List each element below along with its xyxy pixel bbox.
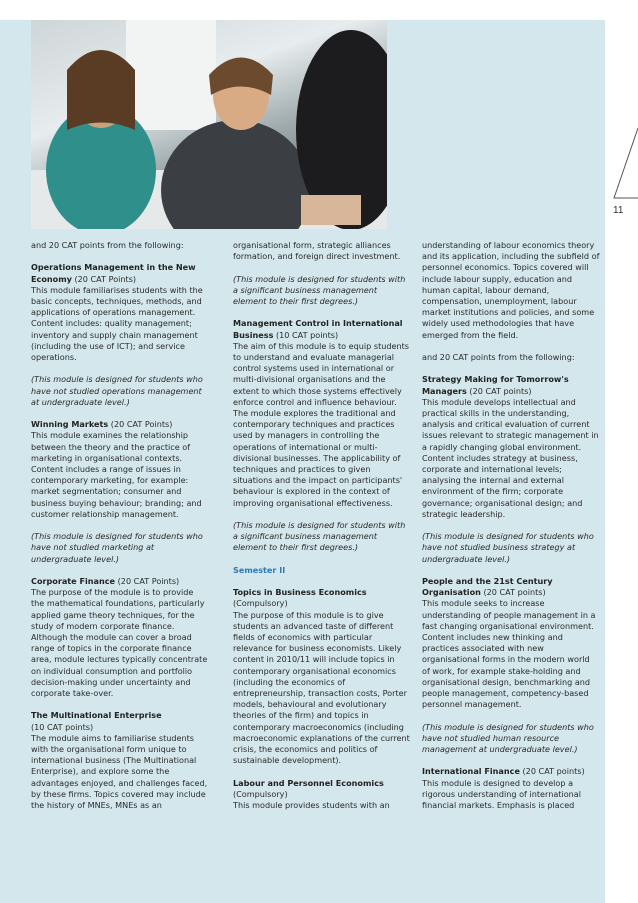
module-title: Corporate Finance [31,576,116,587]
module-description: The module aims to familiarise students with the organisational form unique to international business (The Multinational Enterprise), and explore some the advantages enjoyed, and challenges faced, by these firms. Topics covered may include the history of MNEs, MNEs as an [31,732,208,811]
module-title: Strategy Making for Tomorrow's Managers [422,374,569,396]
module-note: (This module is designed for students who have not studied marketing at undergraduate level.) [31,531,203,564]
module-description: This module is designed to develop a rigorous understanding of international financial markets. Emphasis is placed [422,777,581,811]
module-international-finance [422,766,600,811]
module-corporate-finance [31,576,209,699]
module-labour-personnel-economics [233,778,411,812]
page-number: 11 [613,205,624,216]
module-note: (This module is designed for students with a significant business management element to their first degrees.) [233,273,406,306]
module-topics-business-economics [233,587,411,766]
module-strategy-making [422,374,600,520]
module-winning-markets [31,419,209,520]
module-title: Management Control in International Business [233,318,403,340]
module-points: (10 CAT points) [31,721,94,732]
module-points: (Compulsory) [233,598,288,609]
module-description: This module provides students with an [233,800,390,811]
module-title: Operations Management in the New Economy [31,262,196,284]
module-description: The aim of this module is to equip students to understand and evaluate managerial control systems used in international or multi-divisional organisations and the extent to which those systems effectively enforce control and influence behaviour. The module explores the traditional and contemporary techniques and practices used by managers in controlling the operations of international or multi-divisional businesses. The applicability of techniques and practices to given situations and the impact on participants' behaviour is explored in the context of improving organisational effectiveness. [233,340,410,508]
module-points: (20 CAT points) [480,587,546,598]
module-description: The purpose of the module is to provide the mathematical foundations, particularly applied game theory techniques, for the study of modern corporate finance. Although the module can cover a broad range of topics in the corporate finance area, module lectures typically concentrate on individual consumption and portfolio decision-making under uncertainty and corporate take-over. [31,587,208,699]
module-operations-management [31,262,209,363]
module-title: The Multinational Enterprise [31,710,162,721]
module-title: People and the 21st Century Organisation [422,576,553,598]
module-points: (20 CAT points) [519,766,585,777]
module-points: (Compulsory) [233,788,288,799]
text-column-1 [31,240,209,822]
students-photo-illustration [31,20,387,229]
module-note: (This module is designed for students who have not studied human resource management at undergraduate level.) [422,721,594,755]
module-points: (10 CAT points) [273,329,339,340]
continued-text: understanding of labour economics theory and its application, including the subfield of personnel economics. Topics covered will include labour supply, education and human capital, labour demand, compensation, unemployment, labour market institutions and policies, and some widely used methodologies that have emerged from the field. [422,240,600,340]
intro-text: and 20 CAT points from the following: [31,240,184,250]
semester-heading: Semester II [233,564,286,575]
text-column-3 [422,240,600,822]
module-points: (20 CAT Points) [108,419,173,430]
module-management-control [233,318,411,508]
module-multinational-enterprise [31,710,209,811]
intro-text: and 20 CAT points from the following: [422,352,575,363]
module-points: (20 CAT points) [466,385,532,396]
module-description: This module develops intellectual and practical skills in the understanding, analysis and critical evaluation of current issues relevant to strategic management in a rapidly changing global environment. Content includes strategy at business, corporate and international levels; analysing the internal and external environment of the firm; corporate governance; organisational design; and strategic leadership. [422,396,599,519]
module-title: Winning Markets [31,419,109,430]
module-title: International Finance [422,766,520,777]
module-description: This module familiarises students with the basic concepts, techniques, methods, and applications of operations management. Content includes: quality management; inventory and supply chain management (including the use of ICT); and service operations. [31,284,203,363]
module-points: (20 CAT Points) [115,576,180,587]
module-note: (This module is designed for students who have not studied operations management at undergraduate level.) [31,374,203,407]
module-description: This module examines the relationship between the theory and the practice of marketing in organisational contexts. Content includes a range of issues in contemporary marketing, for example: market segmentation; consumer and business buying behaviour; branding; and customer relationship management. [31,430,202,519]
text-column-2 [233,240,411,822]
continued-text: organisational form, strategic alliances formation, and foreign direct investment. [233,240,401,262]
module-people-21st-century [422,576,600,710]
header-photo [31,20,387,229]
module-note: (This module is designed for students with a significant business management element to their first degrees.) [233,520,406,553]
module-title: Topics in Business Economics [233,587,367,598]
module-description: This module seeks to increase understanding of people management in a fast changing organisational environment. Content includes new thinking and practices associated with new organisational forms in the modern world of work, for example stake-holding and organisational design, benchmarking and people management, competency-based personnel management. [422,598,596,710]
module-points: (20 CAT Points) [71,273,137,284]
module-title: Labour and Personnel Economics [233,777,384,788]
module-note: (This module is designed for students who have not studied business strategy at undergraduate level.) [422,531,594,564]
module-description: The purpose of this module is to give students an advanced taste of different fields of economics with particular relevance for business economists. Likely content in 2010/11 will include topics in contemporary organisational economics (including the economics of entrepreneurship, transaction costs, Porter models, behavioural and evolutionary theories of the firm) and topics in contemporary macroeconomics (including macroeconomic explanations of the current crisis, the economics and politics of sustainable development). [233,609,410,766]
